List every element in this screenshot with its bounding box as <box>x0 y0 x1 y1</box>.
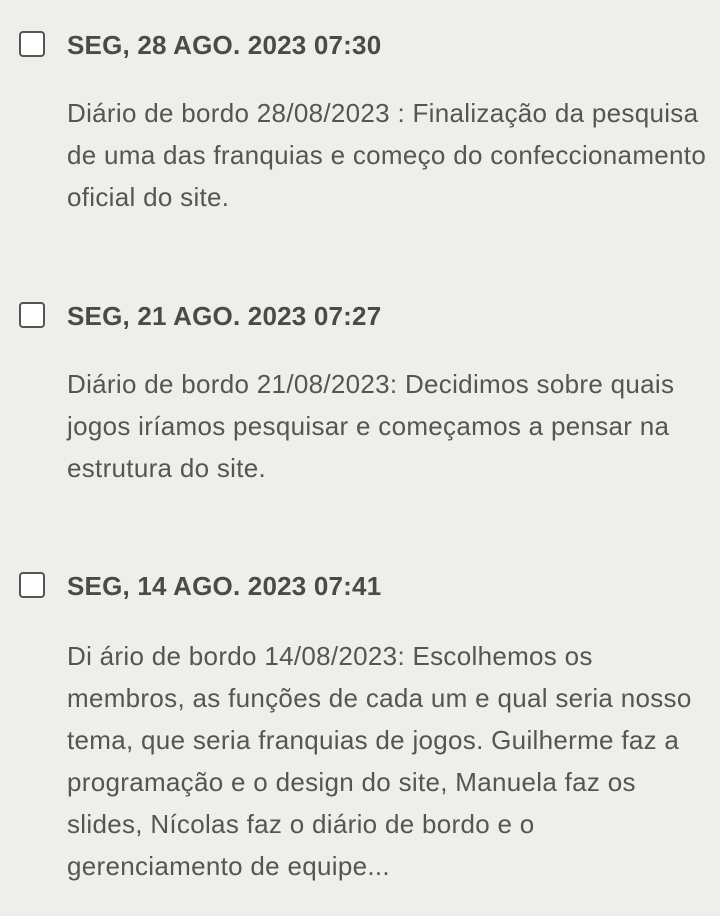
diary-entry-2 <box>0 296 720 483</box>
diary-entry-1 <box>0 25 720 212</box>
entry-date: SEG, 14 AGO. 2023 07:41 <box>67 571 382 601</box>
entry-header <box>0 296 720 336</box>
entry-date: SEG, 21 AGO. 2023 07:27 <box>67 301 382 331</box>
entry-header <box>0 25 720 65</box>
entry-text: Di ário de bordo 14/08/2023: Escolhemos os membros, as funções de cada um e qual seria nosso tema, que seria franquias de jogos. Guilherme faz a programação e o design do site, Manuela faz os slides, Nícolas faz o diário de bordo e o gerenciamento de equipe... <box>67 641 692 881</box>
entry-checkbox[interactable] <box>19 572 45 598</box>
entry-text: Diário de bordo 21/08/2023: Decidimos sobre quais jogos iríamos pesquisar e começamos a pensar na estrutura do site. <box>67 369 675 483</box>
entry-date: SEG, 28 AGO. 2023 07:30 <box>67 30 382 60</box>
entry-checkbox[interactable] <box>19 302 45 328</box>
entry-header <box>0 566 720 606</box>
entry-checkbox[interactable] <box>19 31 45 57</box>
diary-entry-3 <box>0 566 720 881</box>
entry-text: Diário de bordo 28/08/2023 : Finalização da pesquisa de uma das franquias e começo do confeccionamento oficial do site. <box>67 98 707 212</box>
